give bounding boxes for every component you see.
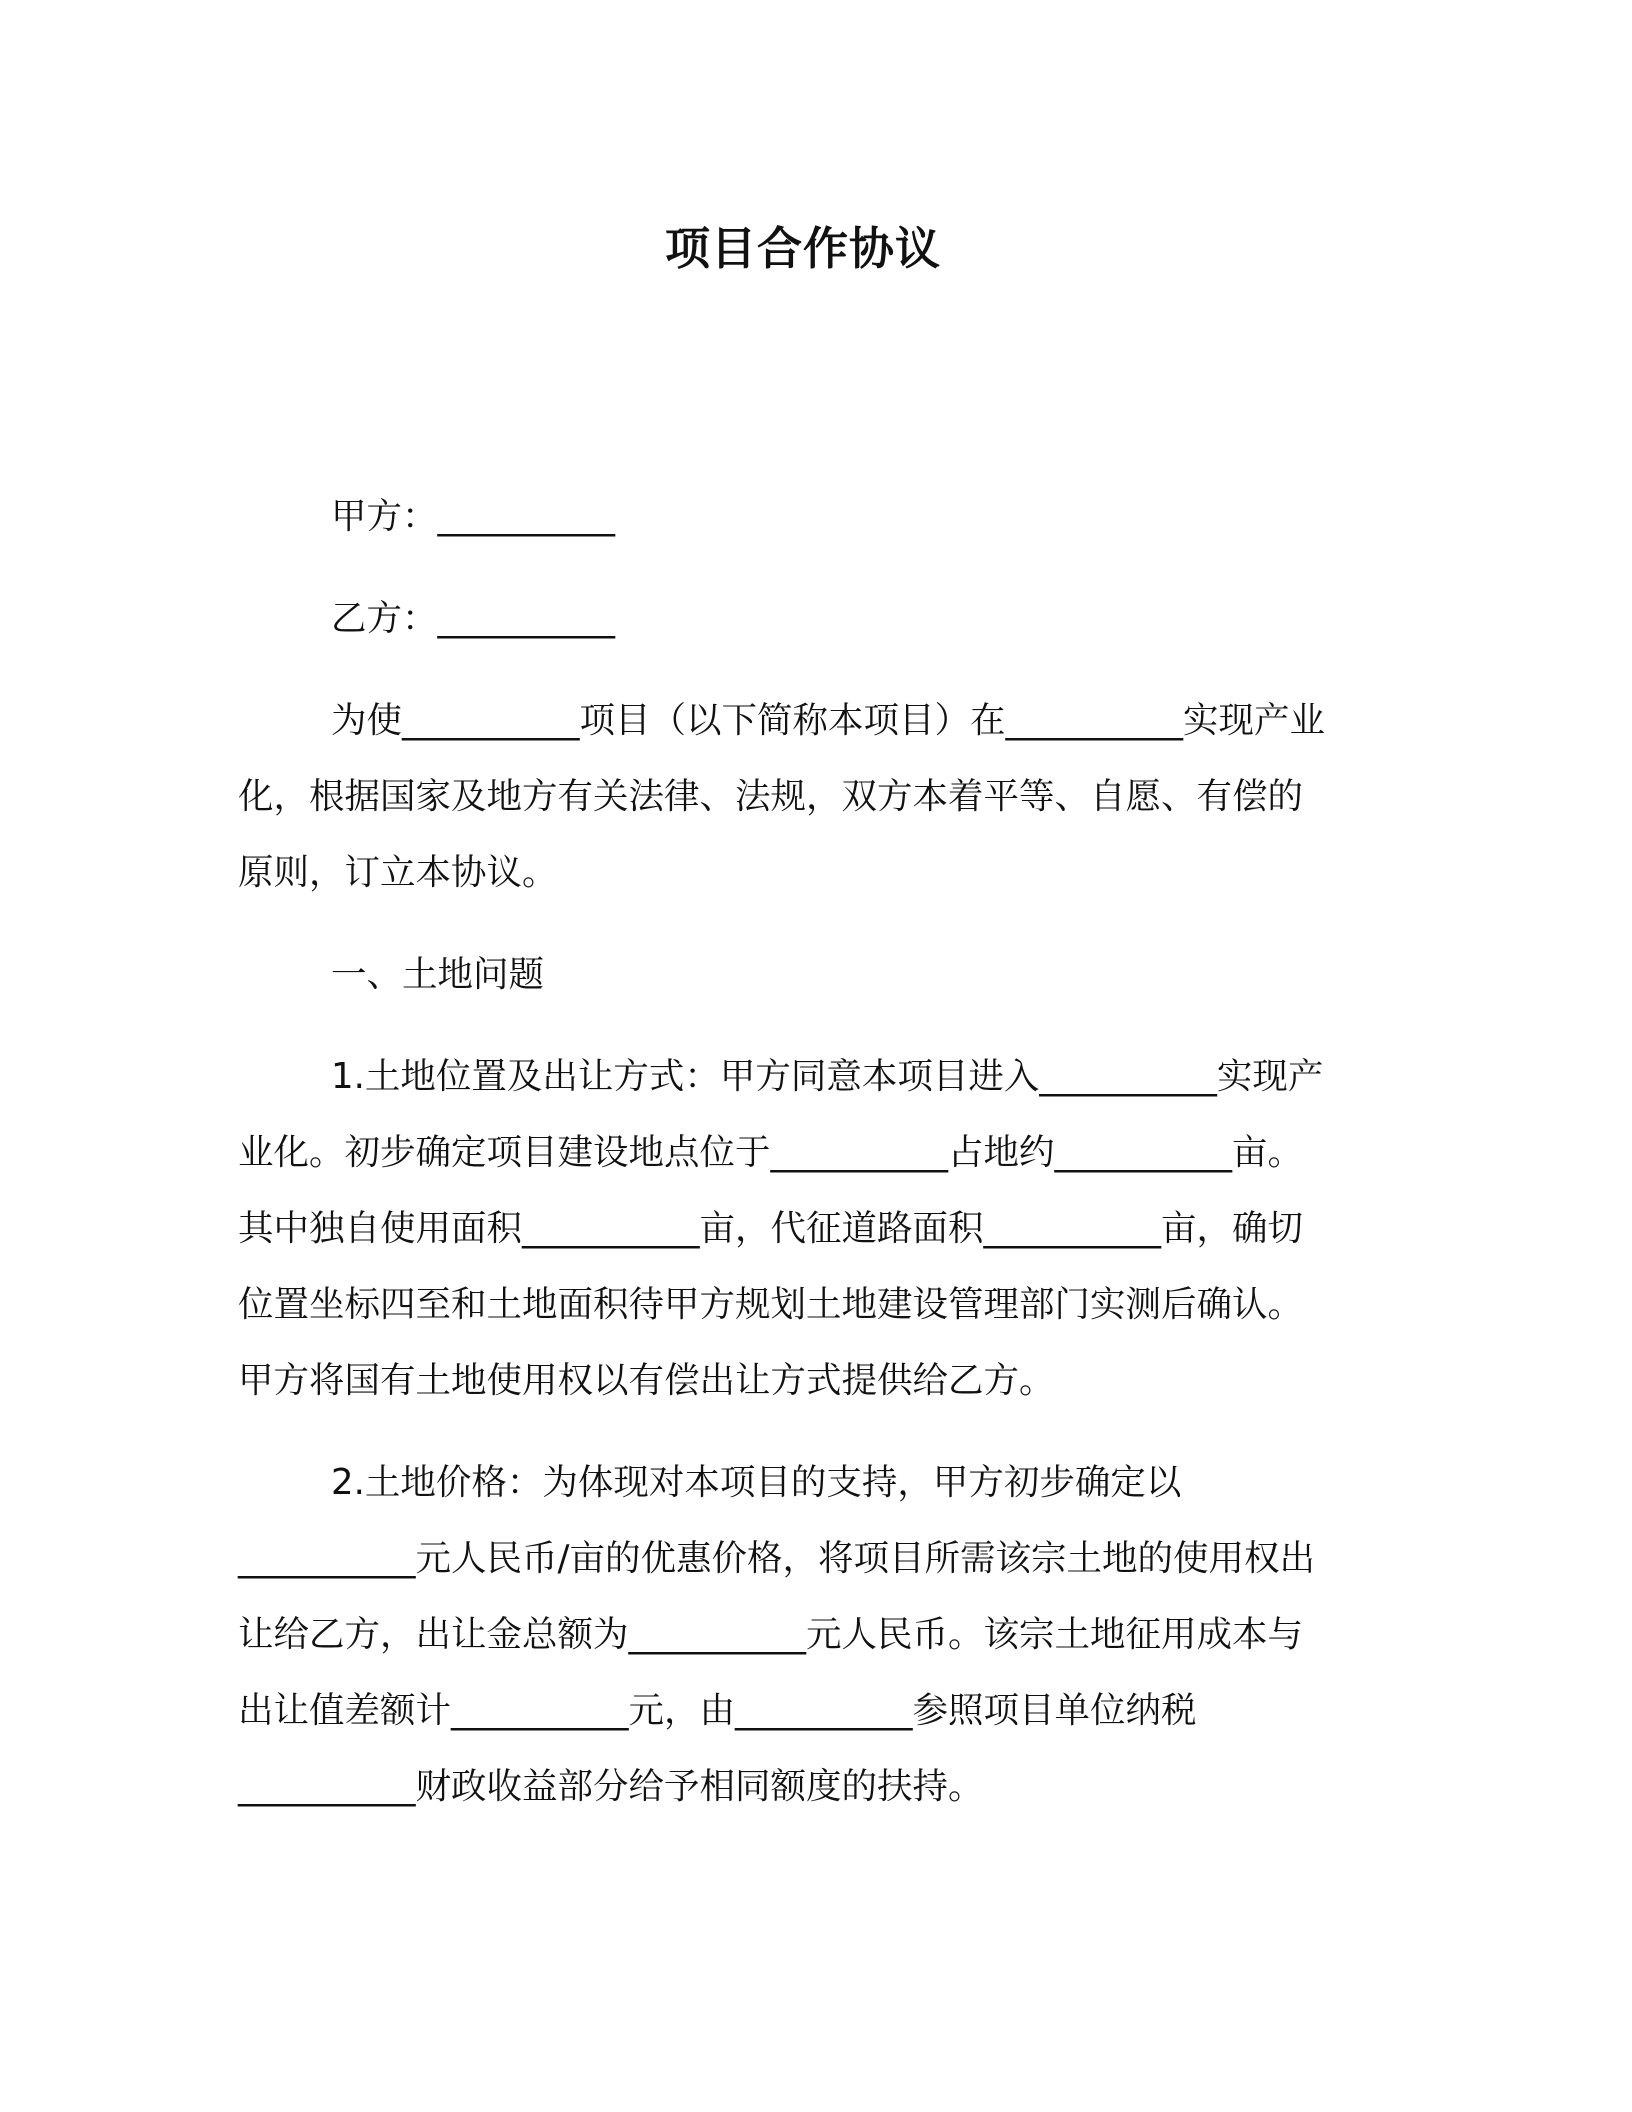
paragraph-line: 位置坐标四至和土地面积待甲方规划土地建设管理部门实测后确认。 bbox=[238, 1284, 1304, 1325]
paragraph-line: 为使__________项目（以下简称本项目）在__________实现产业 bbox=[331, 700, 1326, 741]
document-title: 项目合作协议 bbox=[664, 222, 941, 275]
party-b-text: 乙方：__________ bbox=[331, 598, 616, 639]
paragraph-line: 让给乙方，出让金总额为__________元人民币。该宗土地征用成本与 bbox=[238, 1614, 1304, 1655]
paragraph-line: __________元人民币/亩的优惠价格，将项目所需该宗土地的使用权出 bbox=[238, 1538, 1315, 1579]
party-b-line bbox=[238, 581, 1368, 657]
paragraph-line: 出让值差额计__________元，由__________参照项目单位纳税 bbox=[238, 1690, 1197, 1731]
paragraph-line: 其中独自使用面积__________亩，代征道路面积__________亩，确切 bbox=[238, 1208, 1304, 1249]
paragraph-line: 业化。初步确定项目建设地点位于__________占地约__________亩。 bbox=[238, 1132, 1304, 1173]
clause-land-price bbox=[238, 1445, 1368, 1825]
section-heading-text: 一、土地问题 bbox=[331, 954, 545, 995]
section-heading bbox=[238, 937, 1368, 1013]
paragraph-line: 2.土地价格：为体现对本项目的支持，甲方初步确定以 bbox=[331, 1462, 1182, 1503]
party-a-text: 甲方：__________ bbox=[331, 496, 616, 537]
document-body bbox=[238, 479, 1368, 1851]
paragraph-line: 1.土地位置及出让方式：甲方同意本项目进入__________实现产 bbox=[331, 1056, 1324, 1097]
clause-land-location bbox=[238, 1039, 1368, 1419]
paragraph-line: 原则，订立本协议。 bbox=[238, 852, 558, 893]
party-a-line bbox=[238, 479, 1368, 555]
paragraph-line: 甲方将国有土地使用权以有偿出让方式提供给乙方。 bbox=[238, 1360, 1055, 1401]
paragraph-line: 化，根据国家及地方有关法律、法规，双方本着平等、自愿、有偿的 bbox=[238, 776, 1304, 817]
preamble-paragraph bbox=[238, 683, 1368, 911]
paragraph-line: __________财政收益部分给予相同额度的扶持。 bbox=[238, 1766, 984, 1807]
